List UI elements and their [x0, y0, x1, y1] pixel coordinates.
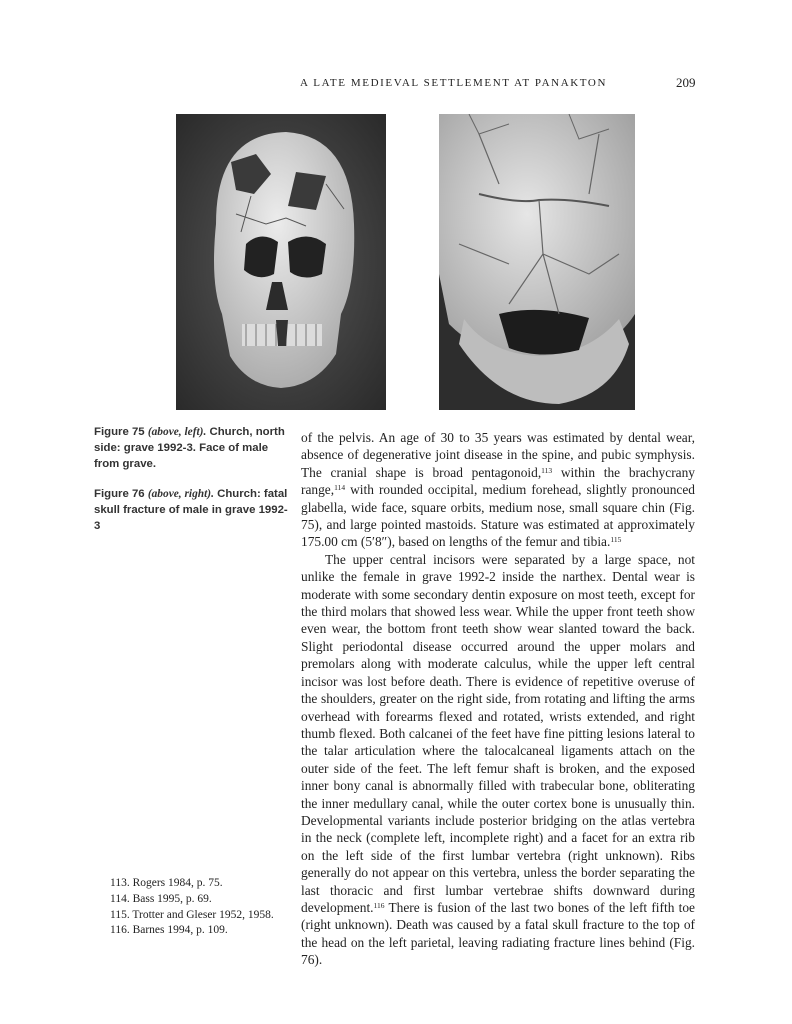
footnotes — [110, 876, 300, 939]
footnote-ref-114[interactable]: 114 — [334, 483, 346, 493]
paragraph-1-text-c: with rounded occipital, medium forehead, slightly pronounced glabella, wide face, square orbits, medium nose, small square chin (Fig. 75), and large pointed mastoids. Stature was estimated at approximately 175.00 cm (5′8″), based on lengths of the femur and tibia. — [301, 482, 695, 550]
body-text — [301, 429, 695, 969]
footnote-ref-113[interactable]: 113 — [541, 465, 553, 475]
footnote-113: 113. Rogers 1984, p. 75. — [110, 877, 223, 889]
footnote-116: 116. Barnes 1994, p. 109. — [110, 924, 228, 937]
footnote-ref-116[interactable]: 116 — [373, 900, 385, 910]
caption-75-position: (above, left). — [147, 426, 207, 438]
figure-75-skull-face-photo — [176, 114, 386, 410]
skull-face-illustration — [176, 114, 386, 410]
caption-figure-75 — [94, 424, 290, 472]
caption-figure-76 — [94, 486, 290, 534]
caption-76-text: Church: fatal skull fracture of male in grave 1992-3 — [94, 488, 288, 532]
paragraph-1-text-b: within the brachycrany range, — [301, 464, 695, 498]
footnote-ref-115[interactable]: 115 — [610, 535, 622, 545]
figure-76-skull-fracture-photo — [439, 114, 635, 410]
caption-75-label: Figure 75 — [94, 426, 145, 438]
paragraph-2 — [301, 551, 695, 969]
paragraph-2-text-b: There is fusion of the last two bones of the left fifth toe (right unknown). Death was caused by a fatal skull fracture to the top of the head on the left parietal, leaving radiating fracture lines behind (Fig. 76). — [301, 899, 695, 968]
skull-fracture-illustration — [439, 114, 635, 410]
paragraph-1 — [301, 429, 695, 551]
caption-75-text: Church, north side: grave 1992-3. Face of male from grave. — [94, 426, 285, 470]
page-number: 209 — [676, 75, 696, 90]
running-head: A LATE MEDIEVAL SETTLEMENT AT PANAKTON — [300, 77, 607, 89]
caption-76-position: (above, right). — [147, 488, 214, 500]
footnote-114: 114. Bass 1995, p. 69. — [110, 892, 212, 905]
figure-captions — [94, 424, 290, 548]
caption-76-label: Figure 76 — [94, 488, 145, 500]
paragraph-1-text-a: of the pelvis. An age of 30 to 35 years was estimated by dental wear, absence of degenerative joint disease in the spine, and pubic symphysis. The cranial shape is broad pentagonoid, — [301, 430, 695, 480]
paragraph-2-text-a: The upper central incisors were separated by a large space, not unlike the female in grave 1992-2 inside the narthex. Dental wear is moderate with some secondary dentin exposure on most teeth, except for the third molars that showed less wear. While the upper front teeth show even wear, the bottom front teeth show wear slanted toward the back. Slight periodontal disease occurred around the upper molars and premolars along with moderate calculus, while the upper left central incisor was lost before death. There is evidence of repetitive overuse of the shoulders, greater on the right side, from rotating and lifting the arms overhead with forearms flexed and rotated, wrists extended, and right thumb flexed. Both calcanei of the feet have fine pitting lesions lateral to the talar articulation where the talocalcaneal ligaments attach on the outer side of the feet. The left femur shaft is broken, and the exposed inner bony canal is abnormally filled with trabecular bone, obliterating the inner medullary canal, while the outer cortex bone is unusually thin. Developmental variants include posterior bridging on the atlas vertebra in the neck (complete left, incomplete right) and a facet for an extra rib on the left side of the first lumbar vertebra (right unknown). Ribs generally do not appear on this vertebra, unless the border separating the last thoracic and first lumbar vertebrae shifts downward during development. — [301, 551, 695, 915]
footnote-115: 115. Trotter and Gleser 1952, 1958. — [110, 908, 274, 921]
